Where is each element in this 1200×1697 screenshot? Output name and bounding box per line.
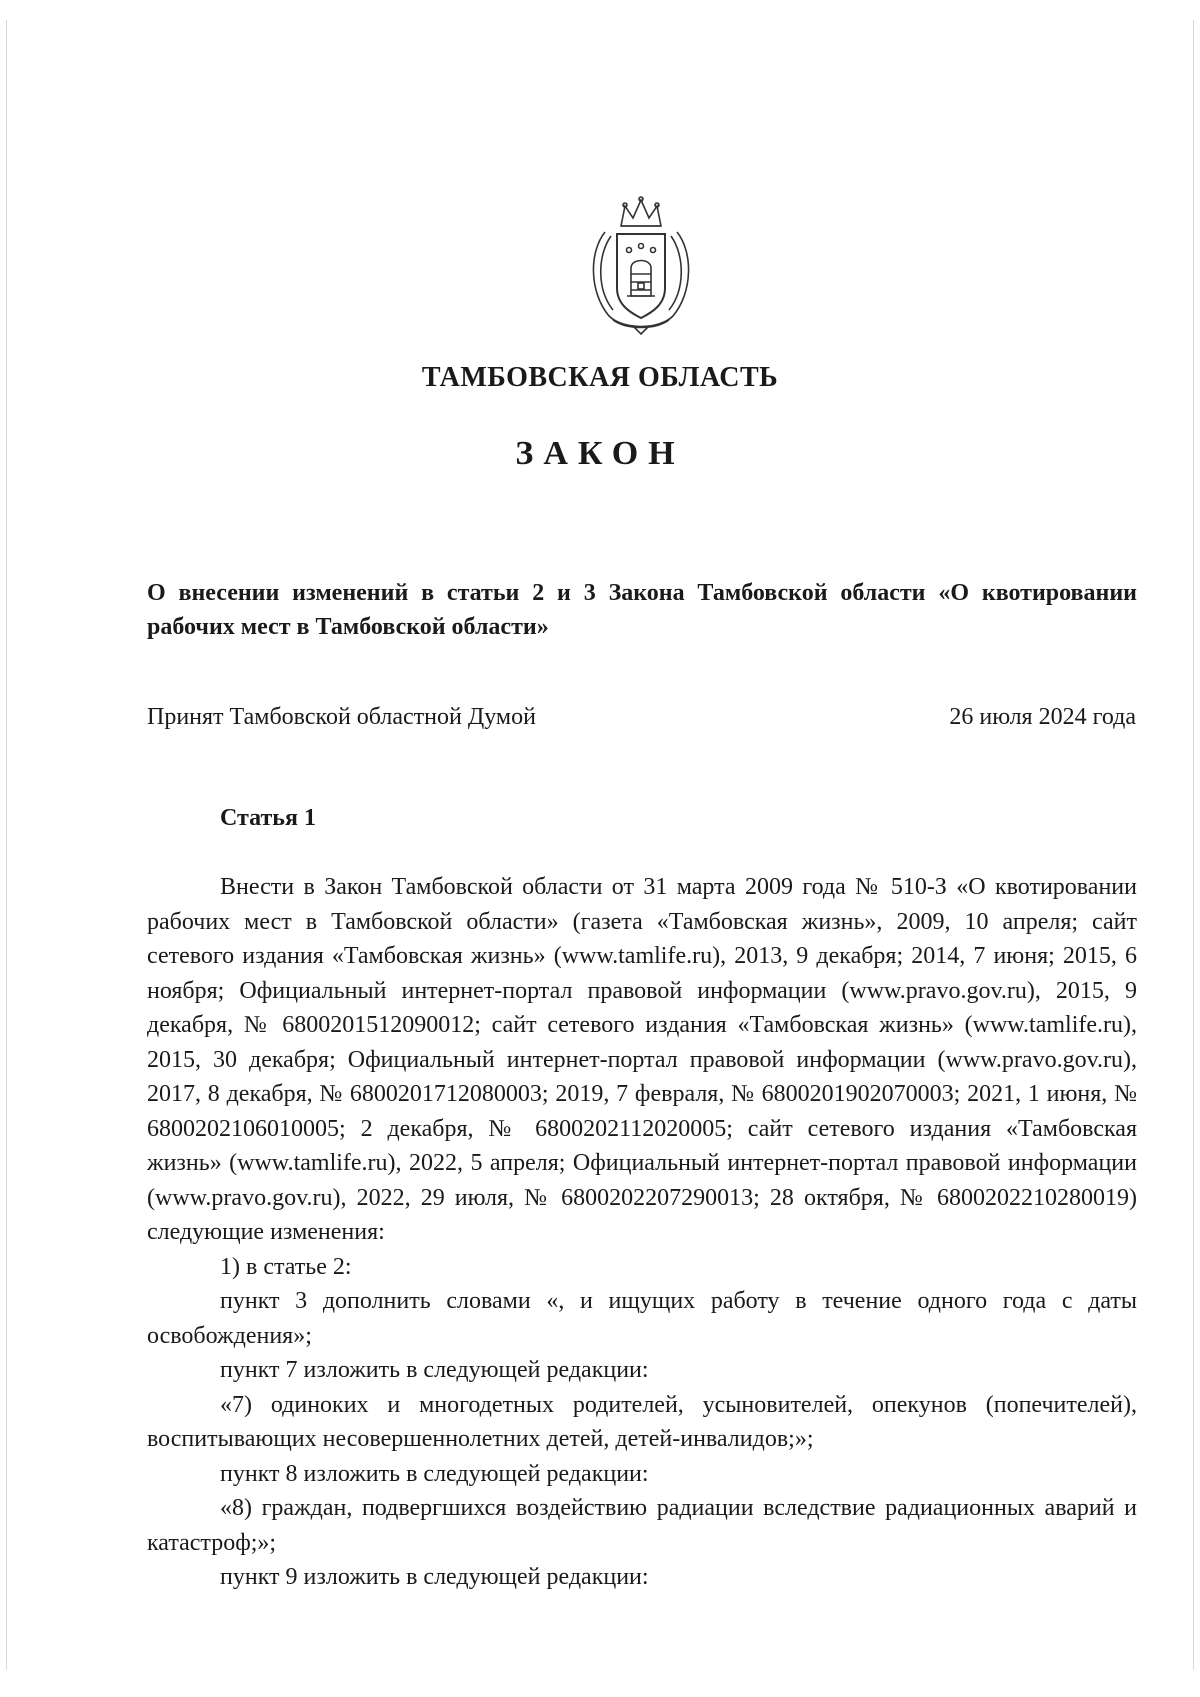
adoption-date: 26 июля 2024 года — [949, 704, 1136, 730]
law-subject-heading: О внесении изменений в статьи 2 и 3 Закона Тамбовской области «О квотировании рабочих мест в Тамбовской области» — [147, 580, 1137, 640]
article-paragraph: пункт 7 изложить в следующей редакции: — [220, 1357, 649, 1383]
article-paragraph: «8) граждан, подвергшихся воздействию радиации вследствие радиационных аварий и катастроф;»; — [147, 1495, 1137, 1556]
adopted-by-text: Принят Тамбовской областной Думой — [147, 704, 536, 730]
scan-edge-right — [1193, 20, 1194, 1670]
article-paragraph: 1) в статье 2: — [220, 1253, 352, 1280]
article-body — [147, 870, 1137, 1595]
document-type-title: ЗАКОН — [515, 435, 685, 472]
coat-of-arms-icon — [583, 192, 699, 337]
article-paragraph: пункт 9 изложить в следующей редакции: — [220, 1564, 649, 1590]
article-paragraph: пункт 8 изложить в следующей редакции: — [220, 1460, 649, 1487]
region-title: ТАМБОВСКАЯ ОБЛАСТЬ — [421, 362, 779, 393]
article-title: Статья 1 — [220, 805, 316, 831]
scan-edge-left — [6, 20, 7, 1670]
article-paragraph: пункт 3 дополнить словами «, и ищущих работу в течение одного года с даты освобождения»; — [147, 1288, 1137, 1349]
article-paragraph: Внести в Закон Тамбовской области от 31 марта 2009 года № 510-З «О квотировании рабочих мест в Тамбовской области» (газета «Тамбовская жизнь», 2009, 10 апреля; сайт сетевого издания «Тамбовская жизнь» (www.tamlife.ru), 2013, 9 декабря; 2014, 7 июня; 2015, 6 ноября; Официальный интернет-портал правовой информации (www.pravo.gov.ru), 2015, 9 декабря, № 6800201512090012; сайт сетевого издания «Тамбовская жизнь» (www.tamlife.ru), 2015, 30 декабря; Официальный интернет-портал правовой информации (www.pravo.gov.ru), 2017, 8 декабря, № 6800201712080003; 2019, 7 февраля, № 6800201902070003; 2021, 1 июня, № 6800202106010005; 2 декабря, № 6800202112020005; сайт сетевого издания «Тамбовская жизнь» (www.tamlife.ru), 2022, 5 апреля; Официальный интернет-портал правовой информации (www.pravo.gov.ru), 2022, 29 июля, № 6800202207290013; 28 октября, № 6800202210280019) следующие изменения: — [147, 874, 1137, 1245]
article-paragraph: «7) одиноких и многодетных родителей, усыновителей, опекунов (попечителей), воспитывающих несовершеннолетних детей, детей-инвалидов;»; — [147, 1391, 1137, 1452]
